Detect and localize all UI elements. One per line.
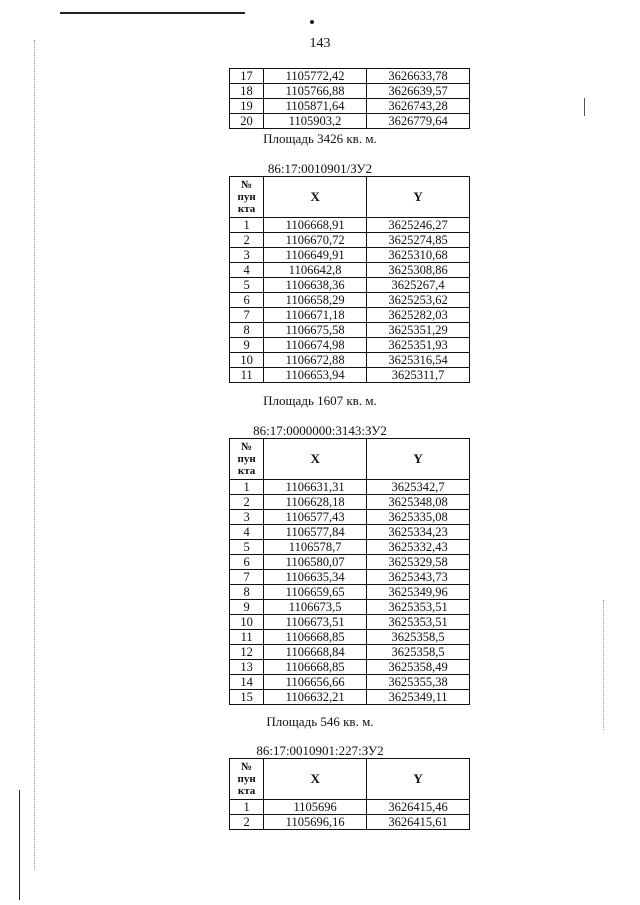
table-row	[230, 525, 470, 540]
table-row	[230, 338, 470, 353]
table-row	[230, 675, 470, 690]
point-number: 10	[230, 353, 264, 368]
table-row	[230, 69, 470, 84]
x-value: 1106632,21	[264, 690, 367, 705]
x-value: 1106675,58	[264, 323, 367, 338]
table-row	[230, 278, 470, 293]
point-number: 1	[230, 218, 264, 233]
y-value: 3625342,7	[367, 480, 470, 495]
y-value: 3625351,93	[367, 338, 470, 353]
x-value: 1105871,64	[264, 99, 367, 114]
y-value: 3625358,5	[367, 645, 470, 660]
point-number: 11	[230, 630, 264, 645]
x-value: 1106656,66	[264, 675, 367, 690]
table-row	[230, 690, 470, 705]
table-row	[230, 263, 470, 278]
x-value: 1106631,31	[264, 480, 367, 495]
table-row	[230, 615, 470, 630]
table-header-row	[230, 759, 470, 800]
y-value: 3626743,28	[367, 99, 470, 114]
table-row	[230, 495, 470, 510]
table-row	[230, 555, 470, 570]
header-line: пун	[237, 453, 256, 465]
coordinates-table-1	[229, 176, 470, 383]
point-number: 19	[230, 99, 264, 114]
header-line: кта	[237, 465, 256, 477]
point-number: 5	[230, 278, 264, 293]
table-row	[230, 353, 470, 368]
scan-mark	[310, 20, 314, 24]
x-value: 1105696,16	[264, 815, 367, 830]
y-value: 3625308,86	[367, 263, 470, 278]
area-caption: Площадь 1607 кв. м.	[263, 393, 377, 408]
table-row	[230, 323, 470, 338]
x-value: 1106673,5	[264, 600, 367, 615]
header-line: кта	[237, 203, 256, 215]
x-value: 1106658,29	[264, 293, 367, 308]
point-number: 15	[230, 690, 264, 705]
point-number: 8	[230, 585, 264, 600]
y-value: 3625267,4	[367, 278, 470, 293]
table-row	[230, 480, 470, 495]
coordinates-table-2	[229, 438, 470, 705]
x-header: X	[264, 177, 367, 218]
table-row	[230, 540, 470, 555]
x-value: 1106578,7	[264, 540, 367, 555]
y-value: 3625310,68	[367, 248, 470, 263]
x-value: 1106668,91	[264, 218, 367, 233]
point-number: 17	[230, 69, 264, 84]
point-number: 18	[230, 84, 264, 99]
table-row	[230, 368, 470, 383]
y-value: 3625351,29	[367, 323, 470, 338]
x-value: 1105696	[264, 800, 367, 815]
scan-right-tick	[584, 98, 585, 116]
area-caption: Площадь 546 кв. м.	[266, 714, 374, 729]
point-number: 3	[230, 510, 264, 525]
x-value: 1106635,34	[264, 570, 367, 585]
point-number: 12	[230, 645, 264, 660]
scan-left-binding	[19, 790, 20, 900]
table-row	[230, 293, 470, 308]
y-value: 3625332,43	[367, 540, 470, 555]
section-title: 86:17:0010901/ЗУ2	[267, 161, 373, 176]
table-row	[230, 233, 470, 248]
point-number: 6	[230, 293, 264, 308]
y-value: 3625334,23	[367, 525, 470, 540]
section-title: 86:17:0000000:3143:ЗУ2	[253, 423, 387, 438]
point-number-header	[230, 177, 264, 218]
header-line: кта	[237, 785, 256, 797]
y-header: Y	[367, 439, 470, 480]
y-value: 3626779,64	[367, 114, 470, 129]
table-row	[230, 800, 470, 815]
y-value: 3625311,7	[367, 368, 470, 383]
table-row	[230, 815, 470, 830]
point-number-header	[230, 759, 264, 800]
x-value: 1106673,51	[264, 615, 367, 630]
x-value: 1105766,88	[264, 84, 367, 99]
point-number: 4	[230, 263, 264, 278]
x-value: 1106653,94	[264, 368, 367, 383]
y-value: 3625246,27	[367, 218, 470, 233]
point-number: 2	[230, 495, 264, 510]
header-line: №	[241, 179, 253, 191]
table-header-row	[230, 439, 470, 480]
y-header: Y	[367, 177, 470, 218]
x-value: 1106577,84	[264, 525, 367, 540]
x-value: 1106668,85	[264, 660, 367, 675]
y-value: 3625282,03	[367, 308, 470, 323]
point-number: 2	[230, 233, 264, 248]
x-value: 1105772,42	[264, 69, 367, 84]
table-row	[230, 630, 470, 645]
table-row	[230, 84, 470, 99]
point-number: 9	[230, 338, 264, 353]
point-number: 6	[230, 555, 264, 570]
point-number: 5	[230, 540, 264, 555]
header-line: №	[241, 761, 253, 773]
table-row	[230, 660, 470, 675]
point-number: 2	[230, 815, 264, 830]
x-value: 1106659,65	[264, 585, 367, 600]
table-row	[230, 218, 470, 233]
point-number: 4	[230, 525, 264, 540]
point-number: 13	[230, 660, 264, 675]
point-number: 20	[230, 114, 264, 129]
y-value: 3625358,49	[367, 660, 470, 675]
table-row	[230, 248, 470, 263]
y-value: 3625358,5	[367, 630, 470, 645]
point-number: 1	[230, 800, 264, 815]
x-value: 1106668,84	[264, 645, 367, 660]
header-line: пун	[237, 191, 256, 203]
y-value: 3625335,08	[367, 510, 470, 525]
table-row	[230, 99, 470, 114]
coordinates-table-3	[229, 758, 470, 830]
x-value: 1106671,18	[264, 308, 367, 323]
y-value: 3625349,96	[367, 585, 470, 600]
point-number: 7	[230, 308, 264, 323]
point-number: 9	[230, 600, 264, 615]
point-number: 10	[230, 615, 264, 630]
header-line: №	[241, 441, 253, 453]
table-row	[230, 570, 470, 585]
y-value: 3626639,57	[367, 84, 470, 99]
x-header: X	[264, 759, 367, 800]
point-number: 11	[230, 368, 264, 383]
scan-top-rule	[60, 12, 245, 14]
table-row	[230, 600, 470, 615]
y-value: 3625349,11	[367, 690, 470, 705]
table-header-row	[230, 177, 470, 218]
x-value: 1106668,85	[264, 630, 367, 645]
table-row	[230, 645, 470, 660]
y-value: 3625274,85	[367, 233, 470, 248]
table-row	[230, 585, 470, 600]
y-value: 3625253,62	[367, 293, 470, 308]
point-number: 8	[230, 323, 264, 338]
x-value: 1106580,07	[264, 555, 367, 570]
point-number: 3	[230, 248, 264, 263]
y-value: 3625353,51	[367, 615, 470, 630]
y-value: 3625348,08	[367, 495, 470, 510]
page-number: 143	[309, 36, 331, 51]
x-value: 1106649,91	[264, 248, 367, 263]
point-number: 7	[230, 570, 264, 585]
x-value: 1106577,43	[264, 510, 367, 525]
table-row	[230, 308, 470, 323]
x-value: 1106672,88	[264, 353, 367, 368]
table-row	[230, 510, 470, 525]
area-caption: Площадь 3426 кв. м.	[263, 131, 377, 146]
y-value: 3625343,73	[367, 570, 470, 585]
x-value: 1105903,2	[264, 114, 367, 129]
header-line: пун	[237, 773, 256, 785]
y-value: 3626633,78	[367, 69, 470, 84]
point-number: 1	[230, 480, 264, 495]
y-value: 3625355,38	[367, 675, 470, 690]
x-value: 1106674,98	[264, 338, 367, 353]
section-title: 86:17:0010901:227:ЗУ2	[256, 743, 384, 758]
table-row	[230, 114, 470, 129]
x-value: 1106638,36	[264, 278, 367, 293]
y-value: 3626415,46	[367, 800, 470, 815]
y-value: 3625316,54	[367, 353, 470, 368]
scan-right-dots	[603, 600, 604, 730]
y-value: 3625329,58	[367, 555, 470, 570]
y-value: 3626415,61	[367, 815, 470, 830]
x-value: 1106670,72	[264, 233, 367, 248]
x-header: X	[264, 439, 367, 480]
x-value: 1106642,8	[264, 263, 367, 278]
x-value: 1106628,18	[264, 495, 367, 510]
top-coordinates-table	[229, 68, 470, 129]
y-header: Y	[367, 759, 470, 800]
point-number: 14	[230, 675, 264, 690]
point-number-header	[230, 439, 264, 480]
y-value: 3625353,51	[367, 600, 470, 615]
